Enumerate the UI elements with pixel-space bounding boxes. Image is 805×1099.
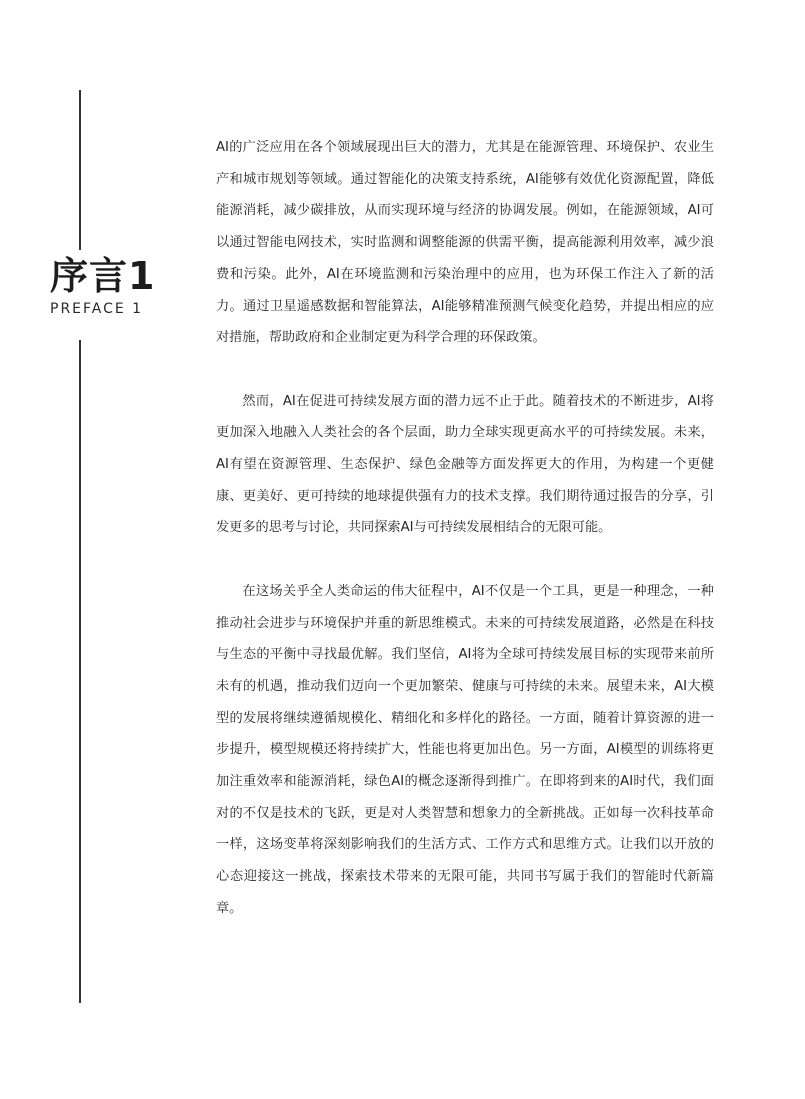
preface-title-english: PREFACE 1 <box>50 301 144 317</box>
paragraph-2: 然而，AI在促进可持续发展方面的潜力远不止于此。随着技术的不断进步，AI将更加深入地融入人类社会的各个层面，助力全球实现更高水平的可持续发展。未来，AI有望在资源管理、生态保护、绿色金融等方面发挥更大的作用，为构建一个更健康、更美好、更可持续的地球提供强有力的技术支撑。我们期待通过报告的分享，引发更多的思考与讨论，共同探索AI与可持续发展相结合的无限可能。 <box>216 393 714 536</box>
preface-heading <box>50 255 190 317</box>
vertical-rule-bottom <box>79 340 81 1003</box>
paragraph-1: AI的广泛应用在各个领域展现出巨大的潜力，尤其是在能源管理、环境保护、农业生产和城市规划等领域。通过智能化的决策支持系统，AI能够有效优化资源配置，降低能源消耗，减少碳排放，从而实现环境与经济的协调发展。例如，在能源领域，AI可以通过智能电网技术，实时监测和调整能源的供需平衡，提高能源利用效率，减少浪费和污染。此外，AI在环境监测和污染治理中的应用，也为环保工作注入了新的活力。通过卫星遥感数据和智能算法，AI能够精准预测气候变化趋势，并提出相应的应对措施，帮助政府和企业制定更为科学合理的环保政策。 <box>216 140 714 346</box>
paragraph-3: 在这场关乎全人类命运的伟大征程中，AI不仅是一个工具，更是一种理念，一种推动社会进步与环境保护并重的新思维模式。未来的可持续发展道路，必然是在科技与生态的平衡中寻找最优解。我们坚信，AI将为全球可持续发展目标的实现带来前所未有的机遇，推动我们迈向一个更加繁荣、健康与可持续的未来。展望未来，AI大模型的发展将继续遵循规模化、精细化和多样化的路径。一方面，随着计算资源的进一步提升，模型规模还将持续扩大，性能也将更加出色。另一方面，AI模型的训练将更加注重效率和能源消耗，绿色AI的概念逐渐得到推广。在即将到来的AI时代，我们面对的不仅是技术的飞跃，更是对人类智慧和想象力的全新挑战。正如每一次科技革命一样，这场变革将深刻影响我们的生活方式、工作方式和思维方式。让我们以开放的心态迎接这一挑战，探索技术带来的无限可能，共同书写属于我们的智能时代新篇章。 <box>216 583 714 916</box>
vertical-rule-top <box>79 90 81 250</box>
preface-body <box>216 132 714 956</box>
preface-title-chinese: 序言1 <box>50 254 156 298</box>
